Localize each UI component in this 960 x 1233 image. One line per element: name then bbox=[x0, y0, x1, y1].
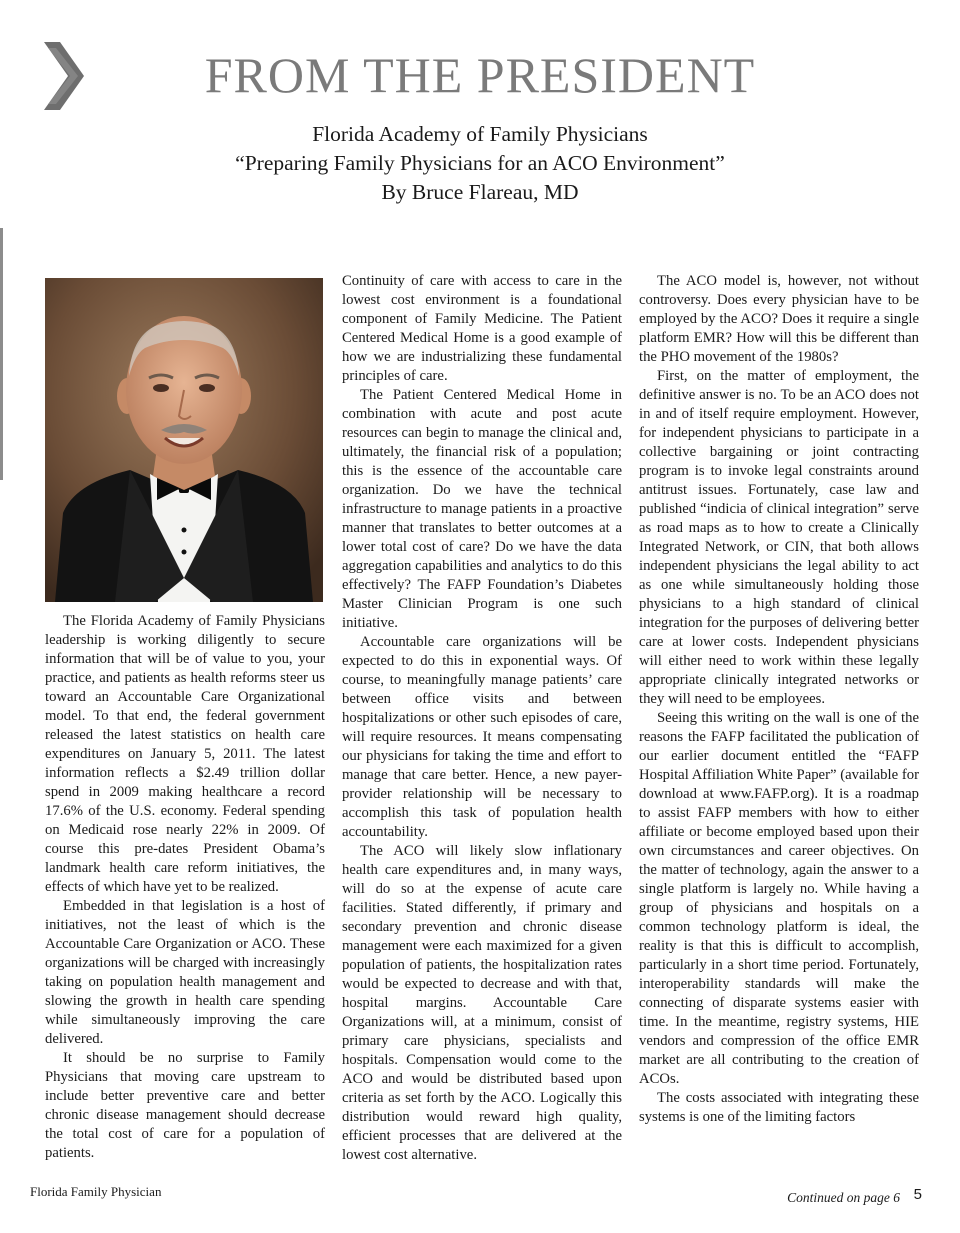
article-header bbox=[0, 120, 960, 207]
continued-link[interactable]: Continued on page 6 bbox=[787, 1190, 900, 1205]
paragraph: The Florida Academy of Family Physicians leadership is working diligently to secure information that will be of value to you, your practice, and patients as health reforms steer us toward an Accountable Care Organizational model. To that end, the federal government released the latest statistics on health care expenditures on January 5, 2011. The latest information reflects a $2.49 trillion dollar spend in 2009 making healthcare a record 17.6% of the U.S. economy. Federal spending on Medicaid rose nearly 22% in 2009. Of course this pre-dates President Obama’s landmark health care reform initiatives, the effects of which have yet to be realized. bbox=[45, 613, 325, 895]
article-column-1 bbox=[45, 612, 325, 1163]
paragraph: Accountable care organizations will be expected to do this in exponential ways. Of course, to meaningfully manage patients’ care between office visits and between hospitalizations or other such episodes of care, will require resources. It means compensating our physicians for taking the time and effort to manage that care better. Hence, a new payer-provider relationship will be necessary to accomplish this task of population health accountability. bbox=[342, 634, 622, 840]
page-edge-tab bbox=[0, 228, 3, 480]
paragraph: The costs associated with integrating these systems is one of the limiting factors bbox=[639, 1090, 919, 1125]
publication-name: Florida Family Physician bbox=[30, 1184, 162, 1199]
page-number: 5 bbox=[913, 1186, 922, 1203]
paragraph: Continuity of care with access to care in the lowest cost environment is a foundational component of Family Medicine. The Patient Centered Medical Home is a good example of how we are industrializing these fundamental principles of care. bbox=[342, 273, 622, 384]
article-column-2 bbox=[342, 272, 622, 1165]
section-title: FROM THE PRESIDENT bbox=[204, 47, 756, 103]
article-title: “Preparing Family Physicians for an ACO Environment” bbox=[235, 151, 725, 175]
paragraph: The ACO model is, however, not without controversy. Does every physician have to be employed by the ACO? Does it require a single platform EMR? How will this be different than the PHO movement of the 1980s? bbox=[639, 273, 919, 365]
paragraph: Embedded in that legislation is a host of initiatives, not the least of which is the Accountable Care Organization or ACO. These organizations will be charged with increasingly taking on population health management and slowing the growth in health care spending while simultaneously improving the care delivered. bbox=[45, 898, 325, 1047]
portrait-illustration bbox=[45, 278, 323, 602]
organization-name: Florida Academy of Family Physicians bbox=[312, 122, 648, 146]
paragraph: First, on the matter of employment, the definitive answer is no. To be an ACO does not in and of itself require employment. However, for independent physicians to participate in a collective bargaining or joint contracting program is to invoke legal constraints around antitrust issues. Fortunately, case law and published “indicia of clinical integration” serve as road maps as to how to create a Clinically Integrated Network, or CIN, that both allows independent physicians the legal ability to act as one while simultaneously holding those physicians to a high standard of clinical integration for the purposes of delivering better care at lower costs. Independent physicians will either need to work within these legally appropriate clinically integrated networks or they will need to be employees. bbox=[639, 368, 919, 707]
paragraph: The ACO will likely slow inflationary health care expenditures and, in many ways, will do so at the expense of acute care facilities. Stated differently, if primary and secondary prevention and chronic disease management were each maximized for a given population of patients, the hospitalization rates would be expected to decrease and with that, hospital margins. Accountable Care Organizations will, at a minimum, consist of primary care physicians, specialists and hospitals. Compensation would come to the ACO and would be distributed based upon criteria as set forth by the ACO. Logically this distribution would reward high quality, efficient processes that are delivered at the lowest cost alternative. bbox=[342, 843, 622, 1163]
article-column-3 bbox=[639, 272, 919, 1127]
author-portrait bbox=[45, 278, 323, 602]
paragraph: Seeing this writing on the wall is one of the reasons the FAFP facilitated the publication of our earlier document entitled the “FAFP Hospital Affiliation White Paper” (available for download at www.FAFP.org). It is a roadmap to assist FAFP members with how to either affiliate or become employed based upon their own circumstances and career objectives. On the matter of technology, again the answer to a single platform is largely no. While having a group of physicians and hospitals on a common technology platform is ideal, the reality is that this is difficult to accomplish, particularly in a short time period. Fortunately, interoperability standards will make the connecting of disparate systems easier with time. In the meantime, registry systems, HIE vendors and compression of the office EMR market are all contributing to the creation of ACOs. bbox=[639, 710, 919, 1087]
paragraph: The Patient Centered Medical Home in combination with acute and post acute resources can begin to manage the clinical and, ultimately, the financial risk of a population; this is the essence of the accountable care organization. Do we have the technical infrastructure to manage patients in a proactive manner that translates to better outcomes at a lower total cost of care? Do we have the data aggregation capabilities and analytics to do this effectively? The FAFP Foundation’s Diabetes Master Clinician Program is one such initiative. bbox=[342, 387, 622, 631]
article-byline: By Bruce Flareau, MD bbox=[381, 180, 579, 204]
paragraph: It should be no surprise to Family Physicians that moving care upstream to include better preventive care and better chronic disease management should decrease the total cost of care for a population of patients. bbox=[45, 1050, 325, 1161]
